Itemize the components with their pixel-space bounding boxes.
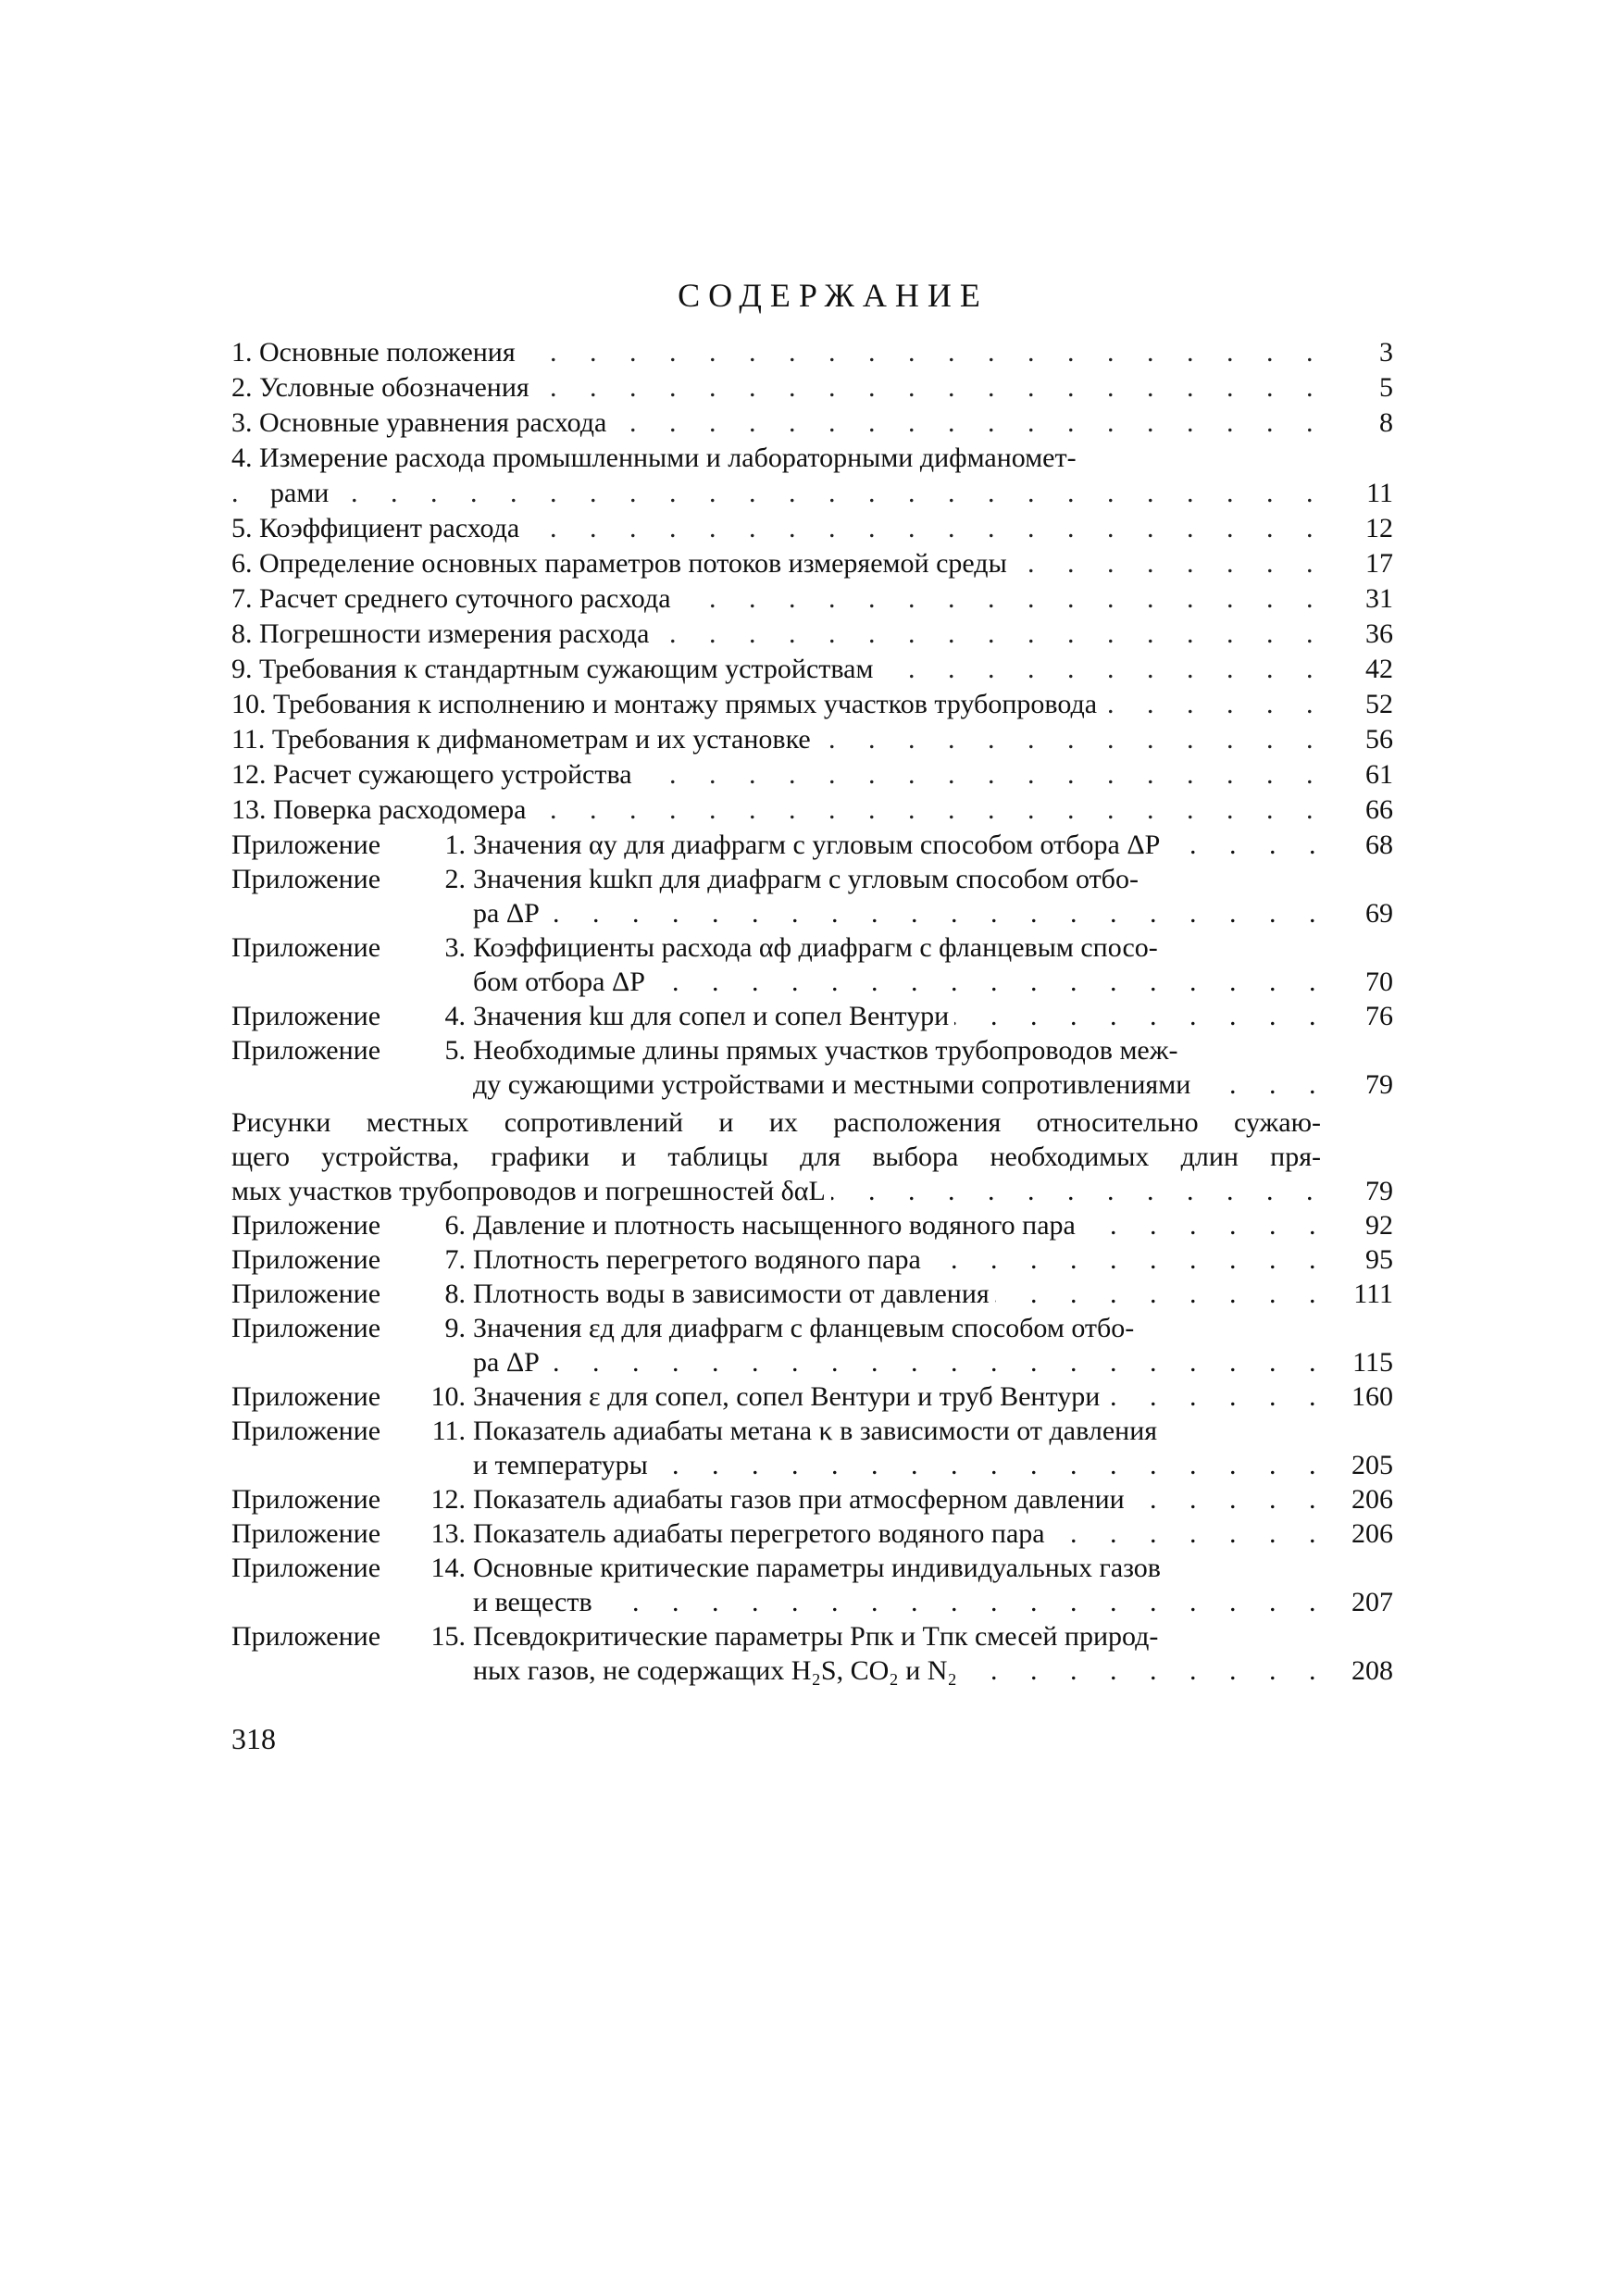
toc-entry-text bbox=[231, 335, 1321, 370]
page-title: СОДЕРЖАНИЕ bbox=[678, 277, 989, 314]
appendix-title-text: и веществ bbox=[473, 1587, 598, 1617]
appendix-title-line: Значения kшkп для диафрагм с угловым способом отбо- bbox=[473, 864, 1139, 894]
appendix-title bbox=[473, 999, 1321, 1033]
appendix-page: 115 bbox=[1352, 1347, 1393, 1378]
toc-entry-title: 8. Погрешности измерения расхода bbox=[231, 618, 654, 649]
toc-entry-text bbox=[231, 722, 1321, 757]
appendix-title-text: ных газов, не содержащих H₂S, CO₂ и N₂ bbox=[473, 1655, 963, 1686]
appendix-title-text: и температуры bbox=[473, 1450, 654, 1480]
appendix-title-line: Коэффициенты расхода αф диафрагм с фланцевым спосо- bbox=[473, 932, 1158, 963]
toc-entry-line bbox=[231, 476, 1393, 511]
appendix-label: Приложение bbox=[231, 1210, 381, 1241]
figures-entry-line bbox=[231, 1174, 1321, 1208]
appendix-label: Приложение bbox=[231, 864, 381, 894]
appendix-label: Приложение bbox=[231, 1416, 381, 1446]
toc-entry-title: 7. Расчет среднего суточного расхода bbox=[231, 583, 677, 614]
appendix-entry bbox=[231, 1414, 1393, 1482]
toc-entry-text bbox=[231, 687, 1321, 722]
toc-entry-title: 2. Условные обозначения bbox=[231, 372, 535, 403]
toc-entry bbox=[231, 581, 1393, 617]
appendix-number: 1. bbox=[444, 830, 466, 860]
toc-entry bbox=[231, 617, 1393, 652]
appendix-page: 70 bbox=[1365, 967, 1393, 997]
appendix-entry bbox=[231, 1516, 1393, 1551]
appendix-title-line: Основные критические параметры индивидуальных газов bbox=[473, 1553, 1161, 1583]
appendix-title-line bbox=[473, 999, 1321, 1033]
appendix-number: 7. bbox=[444, 1244, 466, 1275]
toc-entry-page: 8 bbox=[1379, 407, 1393, 438]
appendix-label: Приложение bbox=[231, 1244, 381, 1275]
appendix-title bbox=[473, 862, 1321, 930]
appendix-number: 4. bbox=[444, 1001, 466, 1031]
appendix-number: 9. bbox=[444, 1313, 466, 1343]
appendix-title-text: бом отбора ΔP bbox=[473, 967, 651, 997]
appendix-title-text: Давление и плотность насыщенного водяного пара bbox=[473, 1210, 1081, 1241]
toc-entry-title: 12. Расчет сужающего устройства bbox=[231, 759, 638, 790]
appendix-entry bbox=[231, 1033, 1393, 1102]
appendix-title-line bbox=[473, 1242, 1321, 1277]
appendix-title bbox=[473, 1033, 1321, 1102]
toc-entry-title: 3. Основные уравнения расхода bbox=[231, 407, 612, 438]
appendix-title-text: Значения αу для диафрагм с угловым способом отбора ΔP bbox=[473, 830, 1165, 860]
appendix-page: 76 bbox=[1365, 1001, 1393, 1031]
appendix-number: 11. bbox=[431, 1416, 466, 1446]
appendix-title-text: Показатель адиабаты газов при атмосферном давлении bbox=[473, 1484, 1130, 1515]
appendix-title bbox=[473, 1311, 1321, 1379]
figures-entry-line-text: мых участков трубопроводов и погрешностей δαL bbox=[231, 1176, 831, 1206]
appendix-label: Приложение bbox=[231, 1313, 381, 1343]
toc-entry-page: 61 bbox=[1365, 759, 1393, 790]
appendix-title-text: Значения ε для сопел, сопел Вентури и труб Вентури bbox=[473, 1381, 1105, 1412]
appendix-title bbox=[473, 1208, 1321, 1242]
appendix-label: Приложение bbox=[231, 1484, 381, 1515]
appendix-label: Приложение bbox=[231, 830, 381, 860]
appendix-title-line bbox=[473, 1345, 1321, 1379]
appendix-title-line: Псевдокритические параметры Pпк и Tпк смесей природ- bbox=[473, 1621, 1159, 1652]
appendix-number: 8. bbox=[444, 1279, 466, 1309]
appendix-page: 206 bbox=[1351, 1484, 1393, 1515]
appendix-title bbox=[473, 1516, 1321, 1551]
appendix-page: 205 bbox=[1351, 1450, 1393, 1480]
toc-entry-title: 1. Основные положения bbox=[231, 337, 521, 368]
toc-entry bbox=[231, 652, 1393, 687]
toc-entry-title: 4. Измерение расхода промышленными и лабораторными дифманомет- bbox=[231, 443, 1077, 473]
toc-entry-page: 11 bbox=[1366, 478, 1393, 508]
appendix-label: Приложение bbox=[231, 1621, 381, 1652]
appendix-title bbox=[473, 1414, 1321, 1482]
toc-entry-page: 5 bbox=[1379, 372, 1393, 403]
appendix-page: 68 bbox=[1365, 830, 1393, 860]
toc-entry-page: 56 bbox=[1365, 724, 1393, 755]
appendix-number: 12. bbox=[430, 1484, 466, 1515]
toc-entry-line bbox=[231, 441, 1393, 476]
toc-entry-page: 66 bbox=[1365, 794, 1393, 825]
appendix-number: 5. bbox=[444, 1035, 466, 1066]
appendix-page: 79 bbox=[1365, 1069, 1393, 1100]
appendix-title-line bbox=[473, 1653, 1321, 1688]
toc-entry-text bbox=[231, 757, 1321, 792]
appendix-label: Приложение bbox=[231, 1001, 381, 1031]
toc-entry-text bbox=[231, 476, 1321, 511]
toc-entry-title-cont: рами bbox=[270, 478, 334, 508]
appendix-entry bbox=[231, 1277, 1393, 1311]
appendix-entry bbox=[231, 1482, 1393, 1516]
appendix-title bbox=[473, 930, 1321, 999]
toc-entry-text bbox=[231, 370, 1321, 406]
appendix-entry bbox=[231, 1379, 1393, 1414]
figures-entry bbox=[231, 1105, 1393, 1208]
toc-entry-title: 9. Требования к стандартным сужающим устройствам bbox=[231, 654, 878, 684]
appendix-title-text: ра ΔP bbox=[473, 1347, 545, 1378]
table-of-contents bbox=[231, 335, 1393, 1688]
toc-entry-page: 12 bbox=[1365, 513, 1393, 543]
figures-entry-line: Рисунки местных сопротивлений и их расположения относительно сужаю- bbox=[231, 1107, 1321, 1138]
appendix-title bbox=[473, 1242, 1321, 1277]
toc-entry-page: 17 bbox=[1365, 548, 1393, 579]
toc-entry bbox=[231, 511, 1393, 546]
appendix-entry bbox=[231, 1619, 1393, 1688]
appendix-title-line bbox=[473, 1379, 1321, 1414]
toc-entry-page: 52 bbox=[1365, 689, 1393, 719]
toc-entry bbox=[231, 757, 1393, 792]
toc-entry-page: 31 bbox=[1365, 583, 1393, 614]
appendix-title bbox=[473, 1551, 1321, 1619]
appendix-entry bbox=[231, 1551, 1393, 1619]
appendix-page: 69 bbox=[1365, 898, 1393, 929]
toc-entry bbox=[231, 335, 1393, 370]
toc-entry-page: 3 bbox=[1379, 337, 1393, 368]
appendix-title bbox=[473, 1619, 1321, 1688]
appendix-page: 206 bbox=[1351, 1518, 1393, 1549]
toc-entry-title: 11. Требования к дифманометрам и их установке bbox=[231, 724, 816, 755]
appendix-title-line: Необходимые длины прямых участков трубопроводов меж- bbox=[473, 1035, 1178, 1066]
toc-entry bbox=[231, 546, 1393, 581]
appendix-number: 10. bbox=[430, 1381, 466, 1412]
appendix-title-line bbox=[473, 1585, 1321, 1619]
figures-entry-text bbox=[231, 1105, 1321, 1208]
toc-entry-text bbox=[231, 581, 1321, 617]
appendix-entry bbox=[231, 930, 1393, 999]
appendix-title-line bbox=[473, 1482, 1321, 1516]
toc-entry-text bbox=[231, 652, 1321, 687]
appendix-page: 208 bbox=[1351, 1655, 1393, 1686]
figures-entry-line: щего устройства, графики и таблицы для выбора необходимых длин пря- bbox=[231, 1142, 1321, 1172]
appendix-title bbox=[473, 828, 1321, 862]
appendix-entry bbox=[231, 828, 1393, 862]
appendix-label: Приложение bbox=[231, 1035, 381, 1066]
appendix-title-line bbox=[473, 1208, 1321, 1242]
toc-entry-title: 6. Определение основных параметров потоков измеряемой среды bbox=[231, 548, 1013, 579]
appendix-label: Приложение bbox=[231, 1553, 381, 1583]
toc-entry-text bbox=[231, 406, 1321, 441]
appendix-title-line: Значения εд для диафрагм с фланцевым способом отбо- bbox=[473, 1313, 1135, 1343]
toc-entry bbox=[231, 792, 1393, 828]
toc-entry-title: 13. Поверка расходомера bbox=[231, 794, 531, 825]
toc-entry bbox=[231, 441, 1393, 511]
appendix-number: 14. bbox=[430, 1553, 466, 1583]
appendix-title-text: ду сужающими устройствами и местными сопротивлениями bbox=[473, 1069, 1196, 1100]
toc-entry bbox=[231, 722, 1393, 757]
appendix-label: Приложение bbox=[231, 1381, 381, 1412]
toc-entry-text bbox=[231, 511, 1321, 546]
appendix-title bbox=[473, 1277, 1321, 1311]
figures-entry-page: 79 bbox=[1365, 1176, 1393, 1206]
appendix-number: 3. bbox=[444, 932, 466, 963]
appendix-label: Приложение bbox=[231, 932, 381, 963]
appendix-page: 160 bbox=[1351, 1381, 1393, 1412]
appendix-label: Приложение bbox=[231, 1279, 381, 1309]
toc-entry bbox=[231, 406, 1393, 441]
appendix-entry bbox=[231, 862, 1393, 930]
appendix-title-line bbox=[473, 1277, 1321, 1311]
appendix-number: 6. bbox=[444, 1210, 466, 1241]
appendix-number: 13. bbox=[430, 1518, 466, 1549]
appendix-title-line bbox=[473, 828, 1321, 862]
appendix-title-text: ра ΔP bbox=[473, 898, 545, 929]
appendix-title bbox=[473, 1379, 1321, 1414]
appendix-label: Приложение bbox=[231, 1518, 381, 1549]
appendix-page: 95 bbox=[1365, 1244, 1393, 1275]
toc-entry bbox=[231, 687, 1393, 722]
appendix-entry bbox=[231, 1208, 1393, 1242]
appendix-title-text: Показатель адиабаты перегретого водяного пара bbox=[473, 1518, 1051, 1549]
toc-entry bbox=[231, 370, 1393, 406]
appendix-title-text: Значения kш для сопел и сопел Вентури bbox=[473, 1001, 954, 1031]
appendix-page: 207 bbox=[1351, 1587, 1393, 1617]
appendix-title-line bbox=[473, 896, 1321, 930]
page-number: 318 bbox=[231, 1722, 276, 1755]
appendix-entry bbox=[231, 1242, 1393, 1277]
toc-entry-page: 36 bbox=[1365, 618, 1393, 649]
appendix-title-line bbox=[473, 1067, 1321, 1102]
appendix-title-line: Показатель адиабаты метана κ в зависимости от давления bbox=[473, 1416, 1158, 1446]
toc-entry-text bbox=[231, 792, 1321, 828]
appendix-title-text: Плотность воды в зависимости от давления bbox=[473, 1279, 995, 1309]
toc-entry-text bbox=[231, 617, 1321, 652]
appendix-entry bbox=[231, 999, 1393, 1033]
toc-entry-title: 10. Требования к исполнению и монтажу прямых участков трубопровода bbox=[231, 689, 1102, 719]
appendix-title-text: Плотность перегретого водяного пара bbox=[473, 1244, 927, 1275]
appendix-entry bbox=[231, 1311, 1393, 1379]
appendix-title bbox=[473, 1482, 1321, 1516]
toc-entry-page: 42 bbox=[1365, 654, 1393, 684]
appendix-title-line bbox=[473, 965, 1321, 999]
appendix-page: 111 bbox=[1353, 1279, 1393, 1309]
appendix-title-line bbox=[473, 1448, 1321, 1482]
appendix-page: 92 bbox=[1365, 1210, 1393, 1241]
appendix-number: 15. bbox=[430, 1621, 466, 1652]
toc-entry-text bbox=[231, 546, 1321, 581]
toc-entry-title: 5. Коэффициент расхода bbox=[231, 513, 525, 543]
appendix-title-line bbox=[473, 1516, 1321, 1551]
appendix-number: 2. bbox=[444, 864, 466, 894]
